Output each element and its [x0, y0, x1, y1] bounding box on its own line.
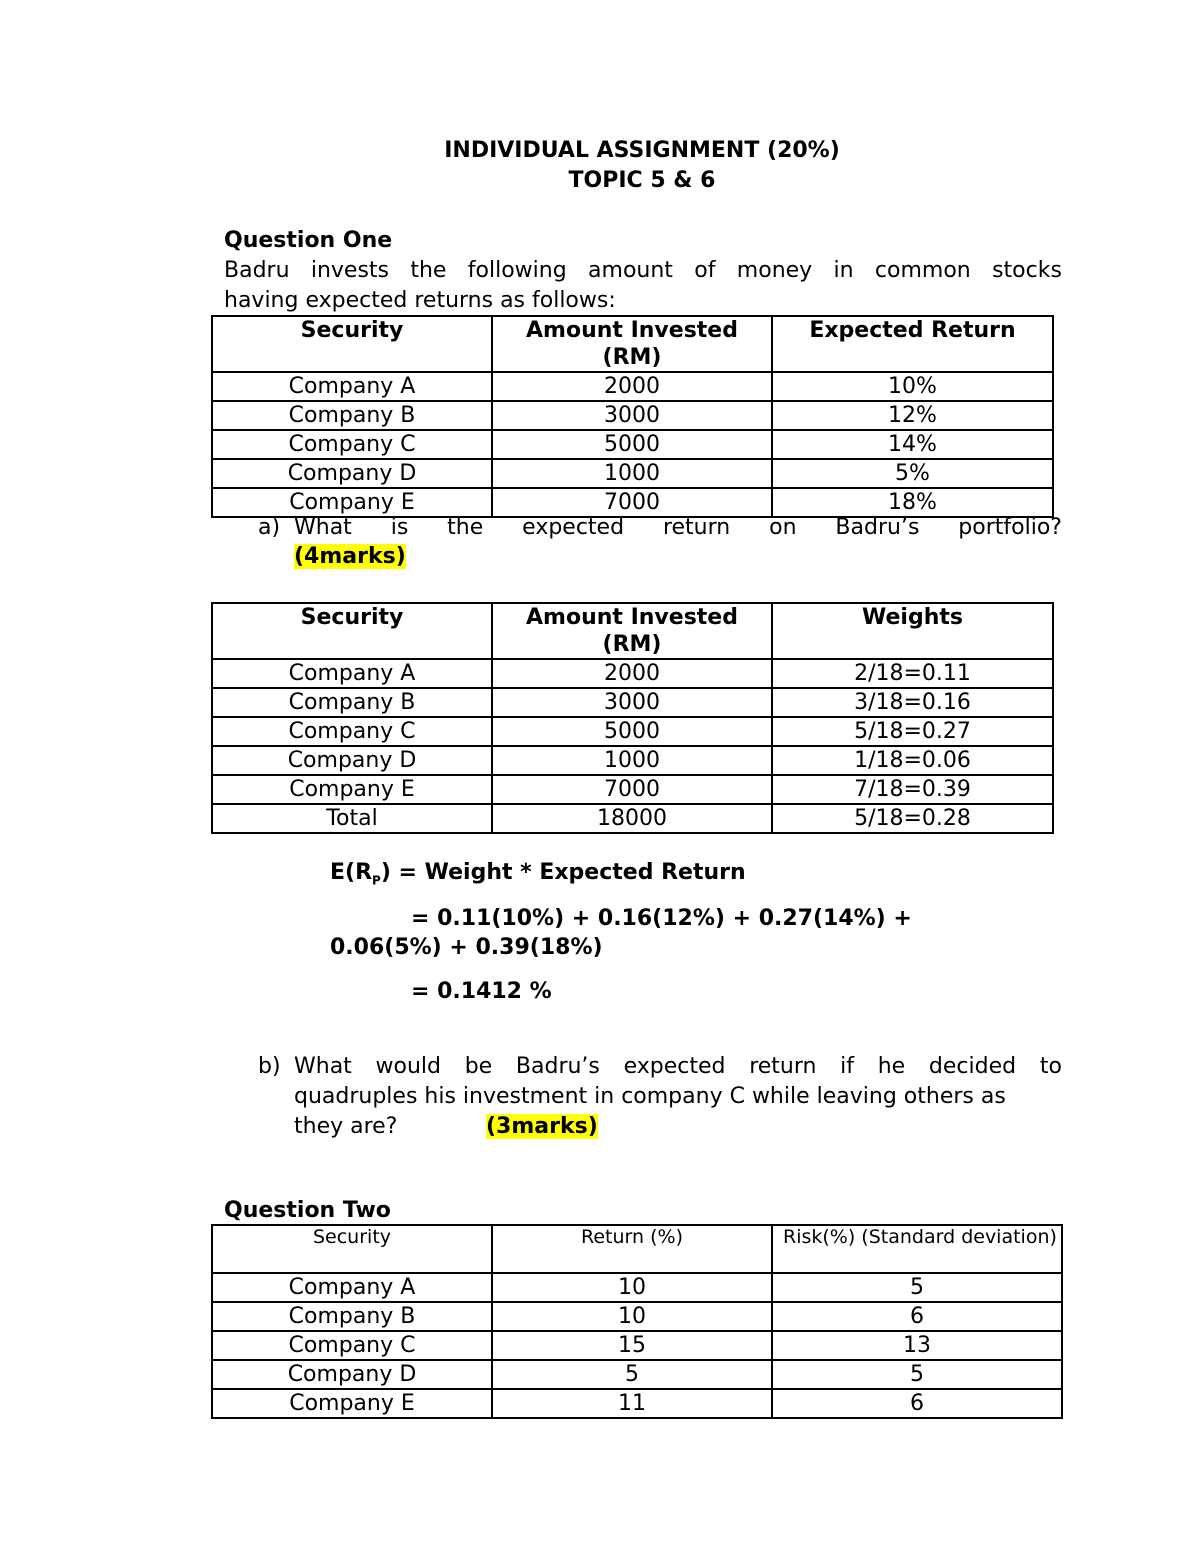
word: the — [410, 258, 447, 283]
header-security: Security — [212, 316, 492, 372]
question-two-heading: Question Two — [224, 1198, 391, 1223]
word: he — [877, 1054, 906, 1079]
cell: Company D — [212, 459, 492, 488]
table-row — [212, 746, 1053, 775]
cell: 5 — [772, 1360, 1062, 1389]
cell: 3/18=0.16 — [772, 688, 1053, 717]
table-header-row — [212, 316, 1053, 372]
word: of — [694, 258, 716, 283]
part-a-marks: (4marks) — [294, 544, 406, 569]
header-risk: Risk(%) (Standard deviation) — [772, 1225, 1062, 1273]
table-row — [212, 401, 1053, 430]
page-title: INDIVIDUAL ASSIGNMENT (20%) — [444, 138, 840, 163]
word: money — [736, 258, 813, 283]
word: stocks — [992, 258, 1062, 283]
cell: 2000 — [492, 659, 772, 688]
word: Badru’s — [515, 1054, 600, 1079]
cell: Company D — [212, 746, 492, 775]
cell: 6 — [772, 1302, 1062, 1331]
cell: 7000 — [492, 488, 772, 517]
word: What — [294, 515, 352, 540]
word: is — [390, 515, 409, 540]
word: return — [749, 1054, 817, 1079]
word: to — [1039, 1054, 1062, 1079]
weights-table — [211, 602, 1054, 834]
cell: Company C — [212, 430, 492, 459]
word: Badru — [224, 258, 290, 283]
word: following — [467, 258, 567, 283]
cell: 5/18=0.27 — [772, 717, 1053, 746]
table-header-row — [212, 603, 1053, 659]
word: if — [840, 1054, 855, 1079]
formula-lhs-rest: ) = Weight * Expected Return — [380, 860, 746, 885]
part-b-label: b) — [258, 1054, 281, 1079]
question-one-heading: Question One — [224, 228, 393, 253]
header-weights: Weights — [772, 603, 1053, 659]
cell: 5 — [772, 1273, 1062, 1302]
word: in — [833, 258, 854, 283]
table-row — [212, 459, 1053, 488]
table-row — [212, 1302, 1062, 1331]
cell: Company E — [212, 775, 492, 804]
word: be — [464, 1054, 493, 1079]
formula-lhs-prefix: E(R — [330, 860, 373, 885]
cell: Company B — [212, 688, 492, 717]
header-expected-return: Expected Return — [772, 316, 1053, 372]
cell: 6 — [772, 1389, 1062, 1418]
cell: 5000 — [492, 430, 772, 459]
cell: 5% — [772, 459, 1053, 488]
word: on — [769, 515, 797, 540]
cell: Company E — [212, 488, 492, 517]
cell: Company D — [212, 1360, 492, 1389]
cell: 7000 — [492, 775, 772, 804]
cell: Company C — [212, 1331, 492, 1360]
part-b-marks: (3marks) — [486, 1114, 598, 1139]
table-row — [212, 775, 1053, 804]
header-security: Security — [212, 603, 492, 659]
header-amount: Amount Invested (RM) — [492, 316, 772, 372]
cell: 2/18=0.11 — [772, 659, 1053, 688]
cell: 18000 — [492, 804, 772, 833]
cell: 15 — [492, 1331, 772, 1360]
formula-subscript: P — [372, 873, 381, 888]
word: the — [447, 515, 484, 540]
cell: 3000 — [492, 401, 772, 430]
table-row — [212, 659, 1053, 688]
cell: Company A — [212, 372, 492, 401]
cell: 11 — [492, 1389, 772, 1418]
cell: Company E — [212, 1389, 492, 1418]
part-b-question-line3: they are? — [294, 1114, 398, 1139]
cell: Total — [212, 804, 492, 833]
cell: Company B — [212, 1302, 492, 1331]
word: What — [294, 1054, 352, 1079]
cell: Company A — [212, 1273, 492, 1302]
formula-line-3: 0.06(5%) + 0.39(18%) — [330, 935, 603, 960]
expected-return-table — [211, 315, 1054, 518]
cell: 7/18=0.39 — [772, 775, 1053, 804]
page-subtitle: TOPIC 5 & 6 — [568, 168, 716, 193]
risk-return-table — [211, 1224, 1063, 1419]
cell: 2000 — [492, 372, 772, 401]
cell: 1000 — [492, 746, 772, 775]
word: expected — [522, 515, 625, 540]
part-a-question — [294, 513, 1062, 543]
cell: 12% — [772, 401, 1053, 430]
part-a-label: a) — [258, 515, 281, 540]
cell: 1000 — [492, 459, 772, 488]
cell: 13 — [772, 1331, 1062, 1360]
table-row — [212, 372, 1053, 401]
q1-intro-line1 — [224, 256, 1062, 286]
cell: Company B — [212, 401, 492, 430]
cell: 1/18=0.06 — [772, 746, 1053, 775]
word: return — [662, 515, 731, 540]
table-row — [212, 1360, 1062, 1389]
word: amount — [588, 258, 673, 283]
table-row — [212, 1331, 1062, 1360]
table-row — [212, 430, 1053, 459]
word: common — [874, 258, 971, 283]
header-security: Security — [212, 1225, 492, 1273]
header-amount: Amount Invested (RM) — [492, 603, 772, 659]
part-b-question-line2: quadruples his investment in company C while leaving others as — [294, 1084, 1006, 1109]
cell: 10 — [492, 1302, 772, 1331]
cell: 10 — [492, 1273, 772, 1302]
cell: 18% — [772, 488, 1053, 517]
header-return: Return (%) — [492, 1225, 772, 1273]
cell: 5 — [492, 1360, 772, 1389]
word: invests — [310, 258, 390, 283]
word: Badru’s — [835, 515, 920, 540]
table-row — [212, 717, 1053, 746]
cell: 10% — [772, 372, 1053, 401]
formula-result: = 0.1412 % — [411, 979, 552, 1004]
table-row — [212, 1389, 1062, 1418]
table-row — [212, 1273, 1062, 1302]
cell: 14% — [772, 430, 1053, 459]
word: expected — [623, 1054, 726, 1079]
cell: Company A — [212, 659, 492, 688]
table-row — [212, 688, 1053, 717]
table-row-total — [212, 804, 1053, 833]
word: portfolio? — [958, 515, 1062, 540]
part-b-question-line1 — [294, 1052, 1062, 1082]
table-header-row — [212, 1225, 1062, 1273]
cell: 5000 — [492, 717, 772, 746]
word: decided — [928, 1054, 1017, 1079]
word: would — [375, 1054, 441, 1079]
cell: Company C — [212, 717, 492, 746]
formula-line-2: = 0.11(10%) + 0.16(12%) + 0.27(14%) + — [411, 906, 912, 931]
formula-line-1 — [330, 858, 746, 895]
cell: 3000 — [492, 688, 772, 717]
q1-intro-line2: having expected returns as follows: — [224, 288, 616, 313]
cell: 5/18=0.28 — [772, 804, 1053, 833]
